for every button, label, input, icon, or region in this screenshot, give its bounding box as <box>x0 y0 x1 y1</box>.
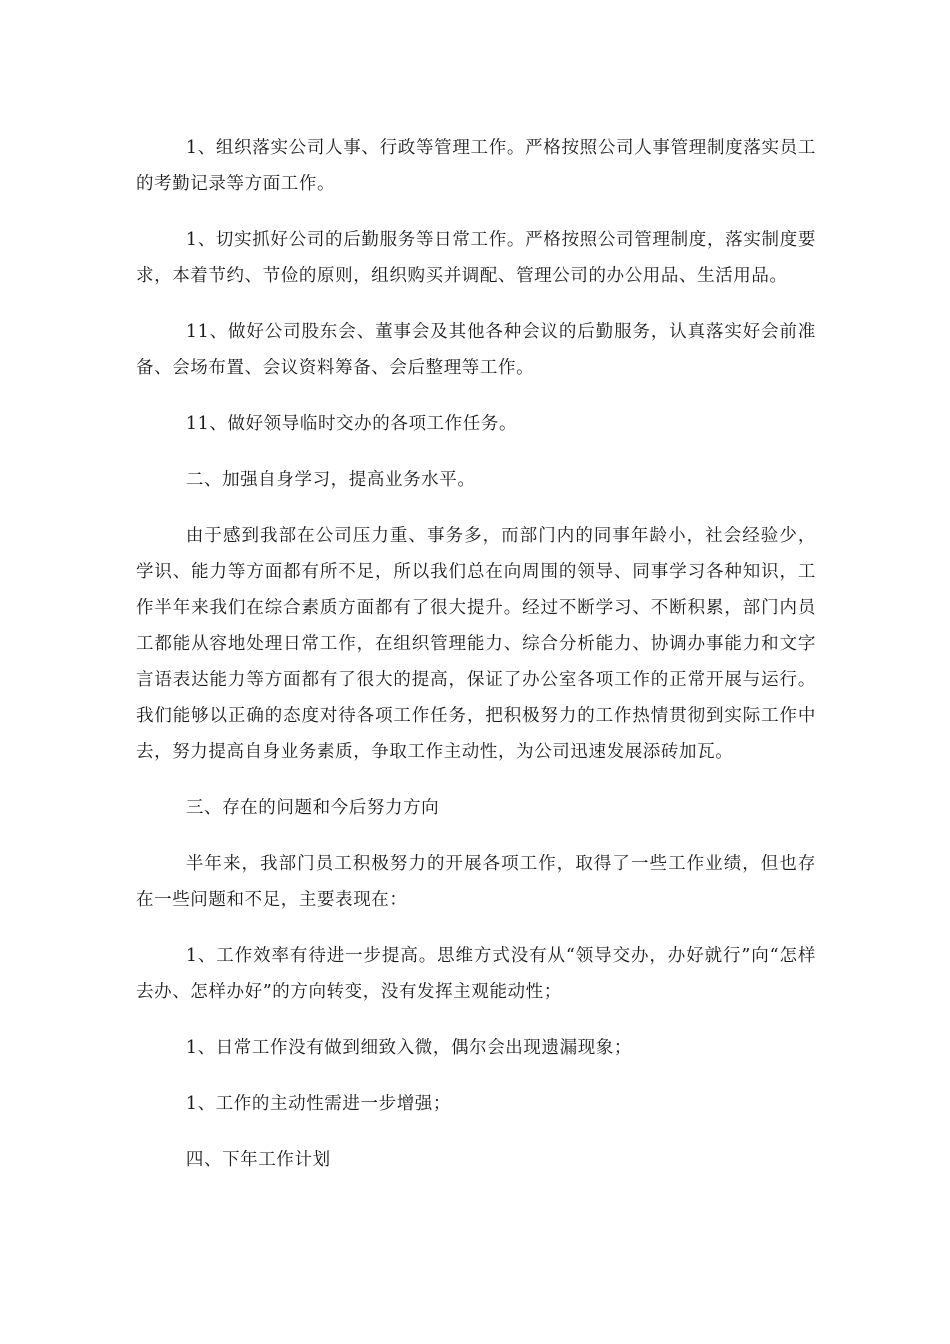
paragraph-personnel-admin: 1、组织落实公司人事、行政等管理工作。严格按照公司人事管理制度落实员工的考勤记录等方面工作。 <box>136 138 816 194</box>
paragraph-initiative: 1、工作的主动性需进一步增强； <box>185 1094 452 1114</box>
section-heading-next-year-plan: 四、下年工作计划 <box>185 1150 331 1170</box>
paragraph-logistics-service: 1、切实抓好公司的后勤服务等日常工作。严格按照公司管理制度，落实制度要求，本着节约、节俭的原则，组织购买并调配、管理公司的办公用品、生活用品。 <box>136 230 816 286</box>
paragraph-meeting-service: 11、做好公司股东会、董事会及其他各种会议的后勤服务，认真落实好会前准备、会场布置、会议资料筹备、会后整理等工作。 <box>136 322 816 378</box>
paragraph-efficiency: 1、工作效率有待进一步提高。思维方式没有从“领导交办，办好就行”向“怎样去办、怎样办好”的方向转变，没有发挥主观能动性； <box>136 946 816 1002</box>
section-heading-problems: 三、存在的问题和今后努力方向 <box>185 798 440 818</box>
section-heading-self-study: 二、加强自身学习，提高业务水平。 <box>185 470 476 490</box>
document-body <box>136 130 816 1198</box>
paragraph-leader-tasks: 11、做好领导临时交办的各项工作任务。 <box>185 414 518 434</box>
paragraph-study-details: 由于感到我部在公司压力重、事务多，而部门内的同事年龄小，社会经验少，学识、能力等方面都有所不足，所以我们总在向周围的领导、同事学习各种知识，工作半年来我们在综合素质方面都有了很大提升。经过不断学习、不断积累，部门内员工都能从容地处理日常工作，在组织管理能力、综合分析能力、协调办事能力和文字言语表达能力等方面都有了很大的提高，保证了办公室各项工作的正常开展与运行。我们能够以正确的态度对待各项工作任务，把积极努力的工作热情贯彻到实际工作中去，努力提高自身业务素质，争取工作主动性，为公司迅速发展添砖加瓦。 <box>136 526 816 762</box>
paragraph-attention-detail: 1、日常工作没有做到细致入微，偶尔会出现遗漏现象； <box>185 1038 633 1058</box>
paragraph-problems-summary: 半年来，我部门员工积极努力的开展各项工作，取得了一些工作业绩，但也存在一些问题和不足，主要表现在： <box>136 854 816 910</box>
